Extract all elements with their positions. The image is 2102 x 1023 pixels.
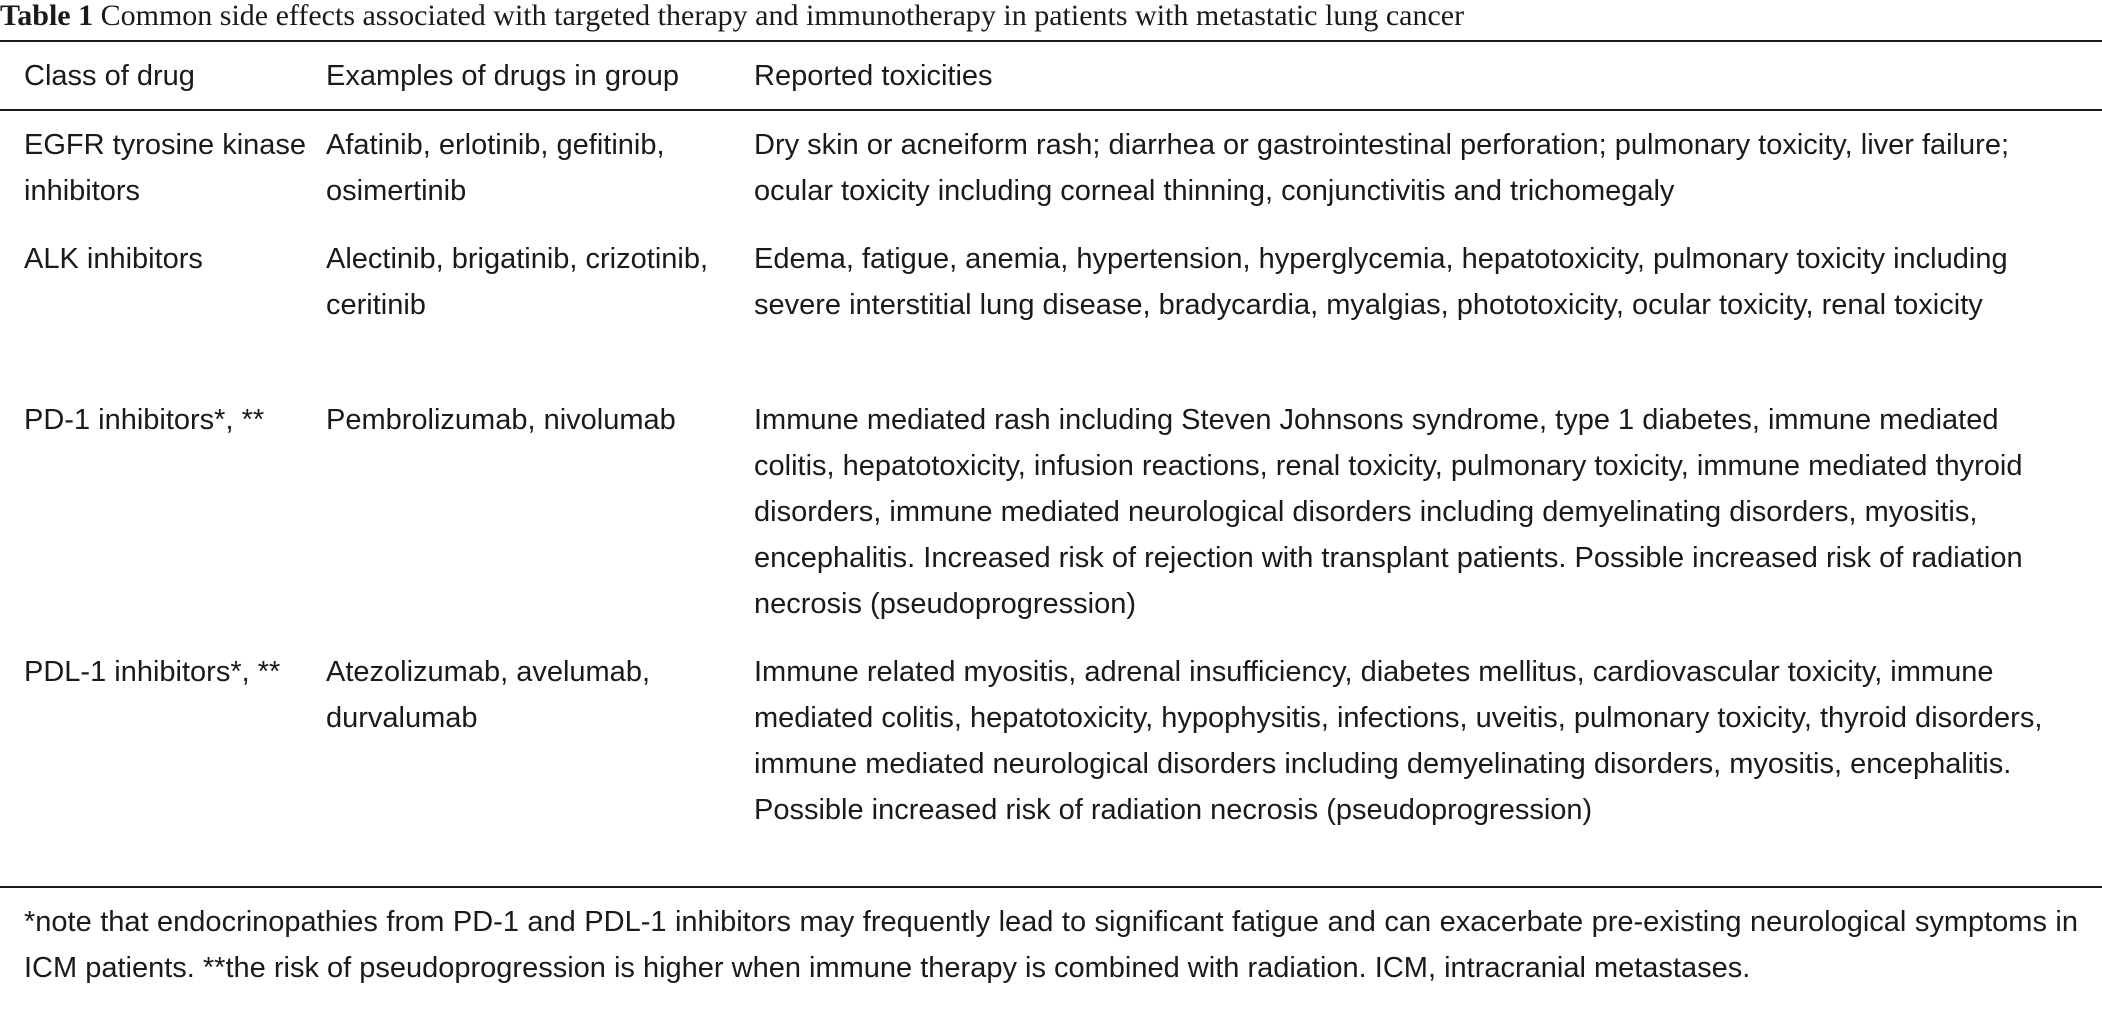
table-row <box>0 122 2102 214</box>
table-caption-label: Table 1 <box>0 0 94 32</box>
cell-toxicities: Immune related myositis, adrenal insufficiency, diabetes mellitus, cardiovascular toxicity, immune mediated colitis, hepatotoxicity, hypophysitis, infections, uveitis, pulmonary toxicity, thyroid disorders, immune mediated neurological disorders including demyelinating disorders, myositis, encephalitis. Possible increased risk of radiation necrosis (pseudoprogression) <box>754 656 2043 826</box>
cell-examples: Pembrolizumab, nivolumab <box>326 404 676 436</box>
table-footnote: *note that endocrinopathies from PD-1 and PDL-1 inhibitors may frequently lead to significant fatigue and can exacerbate pre-existing neurological symptoms in ICM patients. **the risk of pseudoprogression is higher when immune therapy is combined with radiation. ICM, intracranial metastases. <box>24 906 2078 984</box>
table-row <box>0 397 2102 627</box>
table-bottom-rule <box>0 886 2102 888</box>
table-row <box>0 236 2102 374</box>
cell-toxicities: Immune mediated rash including Steven Johnsons syndrome, type 1 diabetes, immune mediated colitis, hepatotoxicity, infusion reactions, renal toxicity, pulmonary toxicity, immune mediated thyroid disorders, immune mediated neurological disorders including demyelinating disorders, myositis, encephalitis. Increased risk of rejection with transplant patients. Possible increased risk of radiation necrosis (pseudoprogression) <box>754 404 2023 620</box>
cell-toxicities: Edema, fatigue, anemia, hypertension, hyperglycemia, hepatotoxicity, pulmonary toxicity including severe interstitial lung disease, bradycardia, myalgias, phototoxicity, ocular toxicity, renal toxicity <box>754 243 2008 321</box>
table-header-rule <box>0 109 2102 111</box>
table-top-rule <box>0 40 2102 42</box>
table-row <box>0 649 2102 879</box>
cell-class: PDL-1 inhibitors*, ** <box>24 656 281 688</box>
cell-examples: Alectinib, brigatinib, crizotinib, ceritinib <box>326 243 709 321</box>
header-reported-toxicities: Reported toxicities <box>754 60 993 92</box>
table-caption <box>0 0 1464 38</box>
cell-examples: Atezolizumab, avelumab, durvalumab <box>326 656 650 734</box>
cell-class: ALK inhibitors <box>24 243 203 275</box>
cell-examples: Afatinib, erlotinib, gefitinib, osimertinib <box>326 129 665 207</box>
header-class-of-drug: Class of drug <box>24 60 195 92</box>
table-header-row <box>0 53 2102 99</box>
cell-class: EGFR tyrosine kinase inhibitors <box>24 129 307 207</box>
table-caption-text: Common side effects associated with targeted therapy and immunotherapy in patients with metastatic lung cancer <box>100 0 1465 32</box>
cell-toxicities: Dry skin or acneiform rash; diarrhea or gastrointestinal perforation; pulmonary toxicity, liver failure; ocular toxicity including corneal thinning, conjunctivitis and trichomegaly <box>754 129 2010 207</box>
cell-class: PD-1 inhibitors*, ** <box>24 404 265 436</box>
header-examples: Examples of drugs in group <box>326 60 680 92</box>
